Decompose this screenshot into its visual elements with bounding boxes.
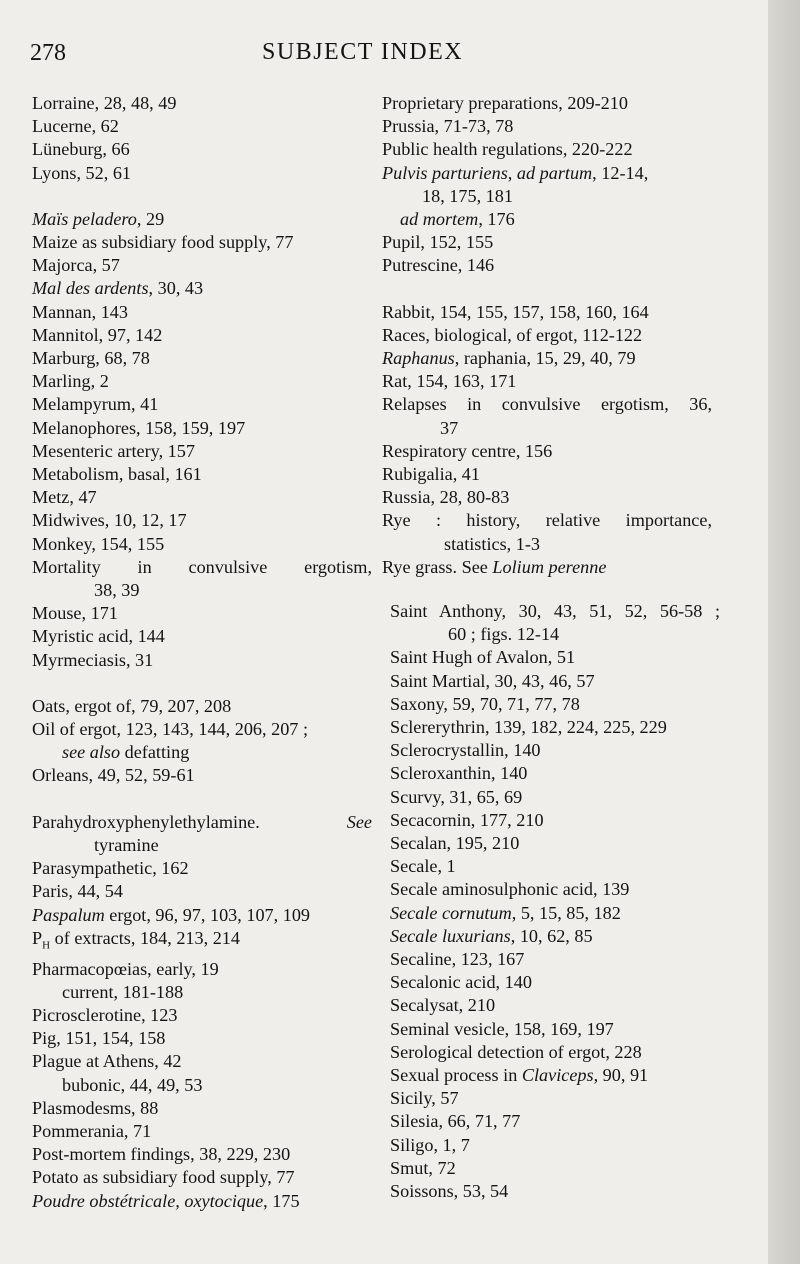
index-entry: Marling, 2 (32, 371, 109, 392)
index-entry: Raphanus, raphania, 15, 29, 40, 79 (382, 348, 636, 369)
index-entry: Metz, 47 (32, 487, 97, 508)
index-entry: Paris, 44, 54 (32, 881, 123, 902)
index-entry: Maïs peladero, 29 (32, 208, 165, 229)
index-subentry: current, 181-188 (62, 981, 184, 1002)
index-entry-continuation: 18, 175, 181 (422, 185, 513, 206)
index-entry: Monkey, 154, 155 (32, 533, 165, 554)
section-gap (32, 672, 372, 695)
index-entry: Picrosclerotine, 123 (32, 1004, 178, 1025)
index-entry: Rubigalia, 41 (382, 464, 480, 485)
index-entry: Prussia, 71-73, 78 (382, 116, 514, 137)
index-entry: Myristic acid, 144 (32, 626, 165, 647)
index-entry: Saint Martial, 30, 43, 46, 57 (390, 670, 595, 691)
index-entry: Parahydroxyphenylethylamine. See (32, 811, 372, 832)
index-entry: Pommerania, 71 (32, 1120, 152, 1141)
index-entry-continuation: 60 ; figs. 12-14 (448, 624, 560, 645)
index-entry: Pig, 151, 154, 158 (32, 1028, 166, 1049)
index-entry: Public health regulations, 220-222 (382, 139, 633, 160)
section-gap (32, 185, 372, 208)
index-entry: Putrescine, 146 (382, 255, 495, 276)
index-entry: Sclererythrin, 139, 182, 224, 225, 229 (390, 717, 667, 738)
index-entry: Scurvy, 31, 65, 69 (390, 786, 523, 807)
index-entry: Metabolism, basal, 161 (32, 464, 202, 485)
index-entry: Secale luxurians, 10, 62, 85 (390, 925, 593, 946)
index-entry: Pupil, 152, 155 (382, 232, 494, 253)
index-entry: Races, biological, of ergot, 112-122 (382, 324, 643, 345)
index-entry: Mortality in convulsive ergotism, (32, 556, 372, 577)
index-entry: Rye grass. See Lolium perenne (382, 556, 607, 577)
index-entry: Respiratory centre, 156 (382, 440, 553, 461)
index-entry: Mannitol, 97, 142 (32, 324, 163, 345)
index-entry: Lüneburg, 66 (32, 139, 130, 160)
index-entry-continuation: statistics, 1-3 (444, 533, 540, 554)
index-entry: Oil of ergot, 123, 143, 144, 206, 207 ; (32, 719, 309, 740)
index-column-left (32, 92, 372, 1213)
index-column-right-upper (382, 92, 712, 579)
index-entry: Siligo, 1, 7 (390, 1134, 470, 1155)
index-entry: Orleans, 49, 52, 59-61 (32, 765, 195, 786)
index-entry: Secalysat, 210 (390, 995, 496, 1016)
index-subentry: see also defatting (62, 742, 190, 763)
index-entry: Rat, 154, 163, 171 (382, 371, 517, 392)
index-entry: Melanophores, 158, 159, 197 (32, 417, 246, 438)
index-entry: Oats, ergot of, 79, 207, 208 (32, 695, 232, 716)
index-entry: Seminal vesicle, 158, 169, 197 (390, 1018, 614, 1039)
index-entry: Secalan, 195, 210 (390, 833, 520, 854)
index-entry: Saint Hugh of Avalon, 51 (390, 647, 576, 668)
index-entry: Mal des ardents, 30, 43 (32, 278, 204, 299)
index-entry: Secale, 1 (390, 856, 456, 877)
index-entry: Lorraine, 28, 48, 49 (32, 93, 177, 113)
index-entry: Saint Anthony, 30, 43, 51, 52, 56-58 ; (390, 601, 720, 621)
index-entry: Mouse, 171 (32, 603, 118, 624)
index-entry: Rabbit, 154, 155, 157, 158, 160, 164 (382, 301, 649, 322)
index-entry: Poudre obstétricale, oxytocique, 175 (32, 1190, 300, 1211)
index-entry: Marburg, 68, 78 (32, 348, 150, 369)
index-entry: Secale aminosulphonic acid, 139 (390, 879, 630, 900)
index-entry: Lyons, 52, 61 (32, 162, 132, 183)
index-entry: Pulvis parturiens, ad partum, 12-14, (382, 162, 649, 183)
index-entry: Serological detection of ergot, 228 (390, 1041, 642, 1062)
index-entry: Pharmacopœias, early, 19 (32, 958, 219, 979)
index-entry: Plague at Athens, 42 (32, 1051, 182, 1072)
index-entry: Maize as subsidiary food supply, 77 (32, 232, 294, 253)
index-entry: Melampyrum, 41 (32, 394, 159, 415)
index-entry: Parasympathetic, 162 (32, 858, 189, 879)
page-edge-shadow (768, 0, 800, 1264)
index-entry: Soissons, 53, 54 (390, 1181, 509, 1202)
page-title: SUBJECT INDEX (262, 39, 464, 65)
index-subentry: bubonic, 44, 49, 53 (62, 1074, 203, 1095)
index-entry: Sicily, 57 (390, 1088, 459, 1109)
index-entry: Myrmeciasis, 31 (32, 649, 154, 670)
index-entry: Potato as subsidiary food supply, 77 (32, 1167, 295, 1188)
index-entry: Smut, 72 (390, 1157, 456, 1178)
index-entry: Secale cornutum, 5, 15, 85, 182 (390, 902, 621, 923)
page-number: 278 (30, 40, 66, 66)
index-entry: Secaline, 123, 167 (390, 949, 525, 970)
index-entry: Plasmodesms, 88 (32, 1097, 159, 1118)
index-entry: Relapses in convulsive ergotism, 36, (382, 394, 712, 415)
index-entry: Majorca, 57 (32, 255, 120, 276)
index-entry: Midwives, 10, 12, 17 (32, 510, 187, 531)
index-entry-continuation: 38, 39 (94, 580, 140, 601)
index-entry-continuation: tyramine (94, 834, 159, 855)
index-entry: Proprietary preparations, 209-210 (382, 93, 628, 113)
index-entry: Secacornin, 177, 210 (390, 809, 544, 830)
index-entry: Rye : history, relative importance, (382, 510, 712, 531)
index-entry: Silesia, 66, 71, 77 (390, 1111, 521, 1132)
index-entry-continuation: 37 (440, 417, 459, 438)
index-entry: Lucerne, 62 (32, 116, 119, 137)
index-entry: Scleroxanthin, 140 (390, 763, 528, 784)
index-entry: $P_H$ of extracts, 184, 213, 214 (32, 927, 240, 952)
index-entry: Post-mortem findings, 38, 229, 230 (32, 1144, 291, 1165)
index-subentry: ad mortem, 176 (400, 209, 515, 230)
index-entry: Secalonic acid, 140 (390, 972, 532, 993)
index-entry: Sclerocrystallin, 140 (390, 740, 541, 761)
index-column-right-lower (390, 600, 720, 1203)
index-entry: Sexual process in Claviceps, 90, 91 (390, 1065, 649, 1086)
index-entry: Saxony, 59, 70, 71, 77, 78 (390, 693, 580, 714)
section-gap (382, 278, 712, 301)
index-entry: Mannan, 143 (32, 301, 128, 322)
section-gap (32, 788, 372, 811)
index-entry: Mesenteric artery, 157 (32, 440, 195, 461)
index-entry: Paspalum ergot, 96, 97, 103, 107, 109 (32, 904, 311, 925)
index-entry: Russia, 28, 80-83 (382, 487, 510, 508)
